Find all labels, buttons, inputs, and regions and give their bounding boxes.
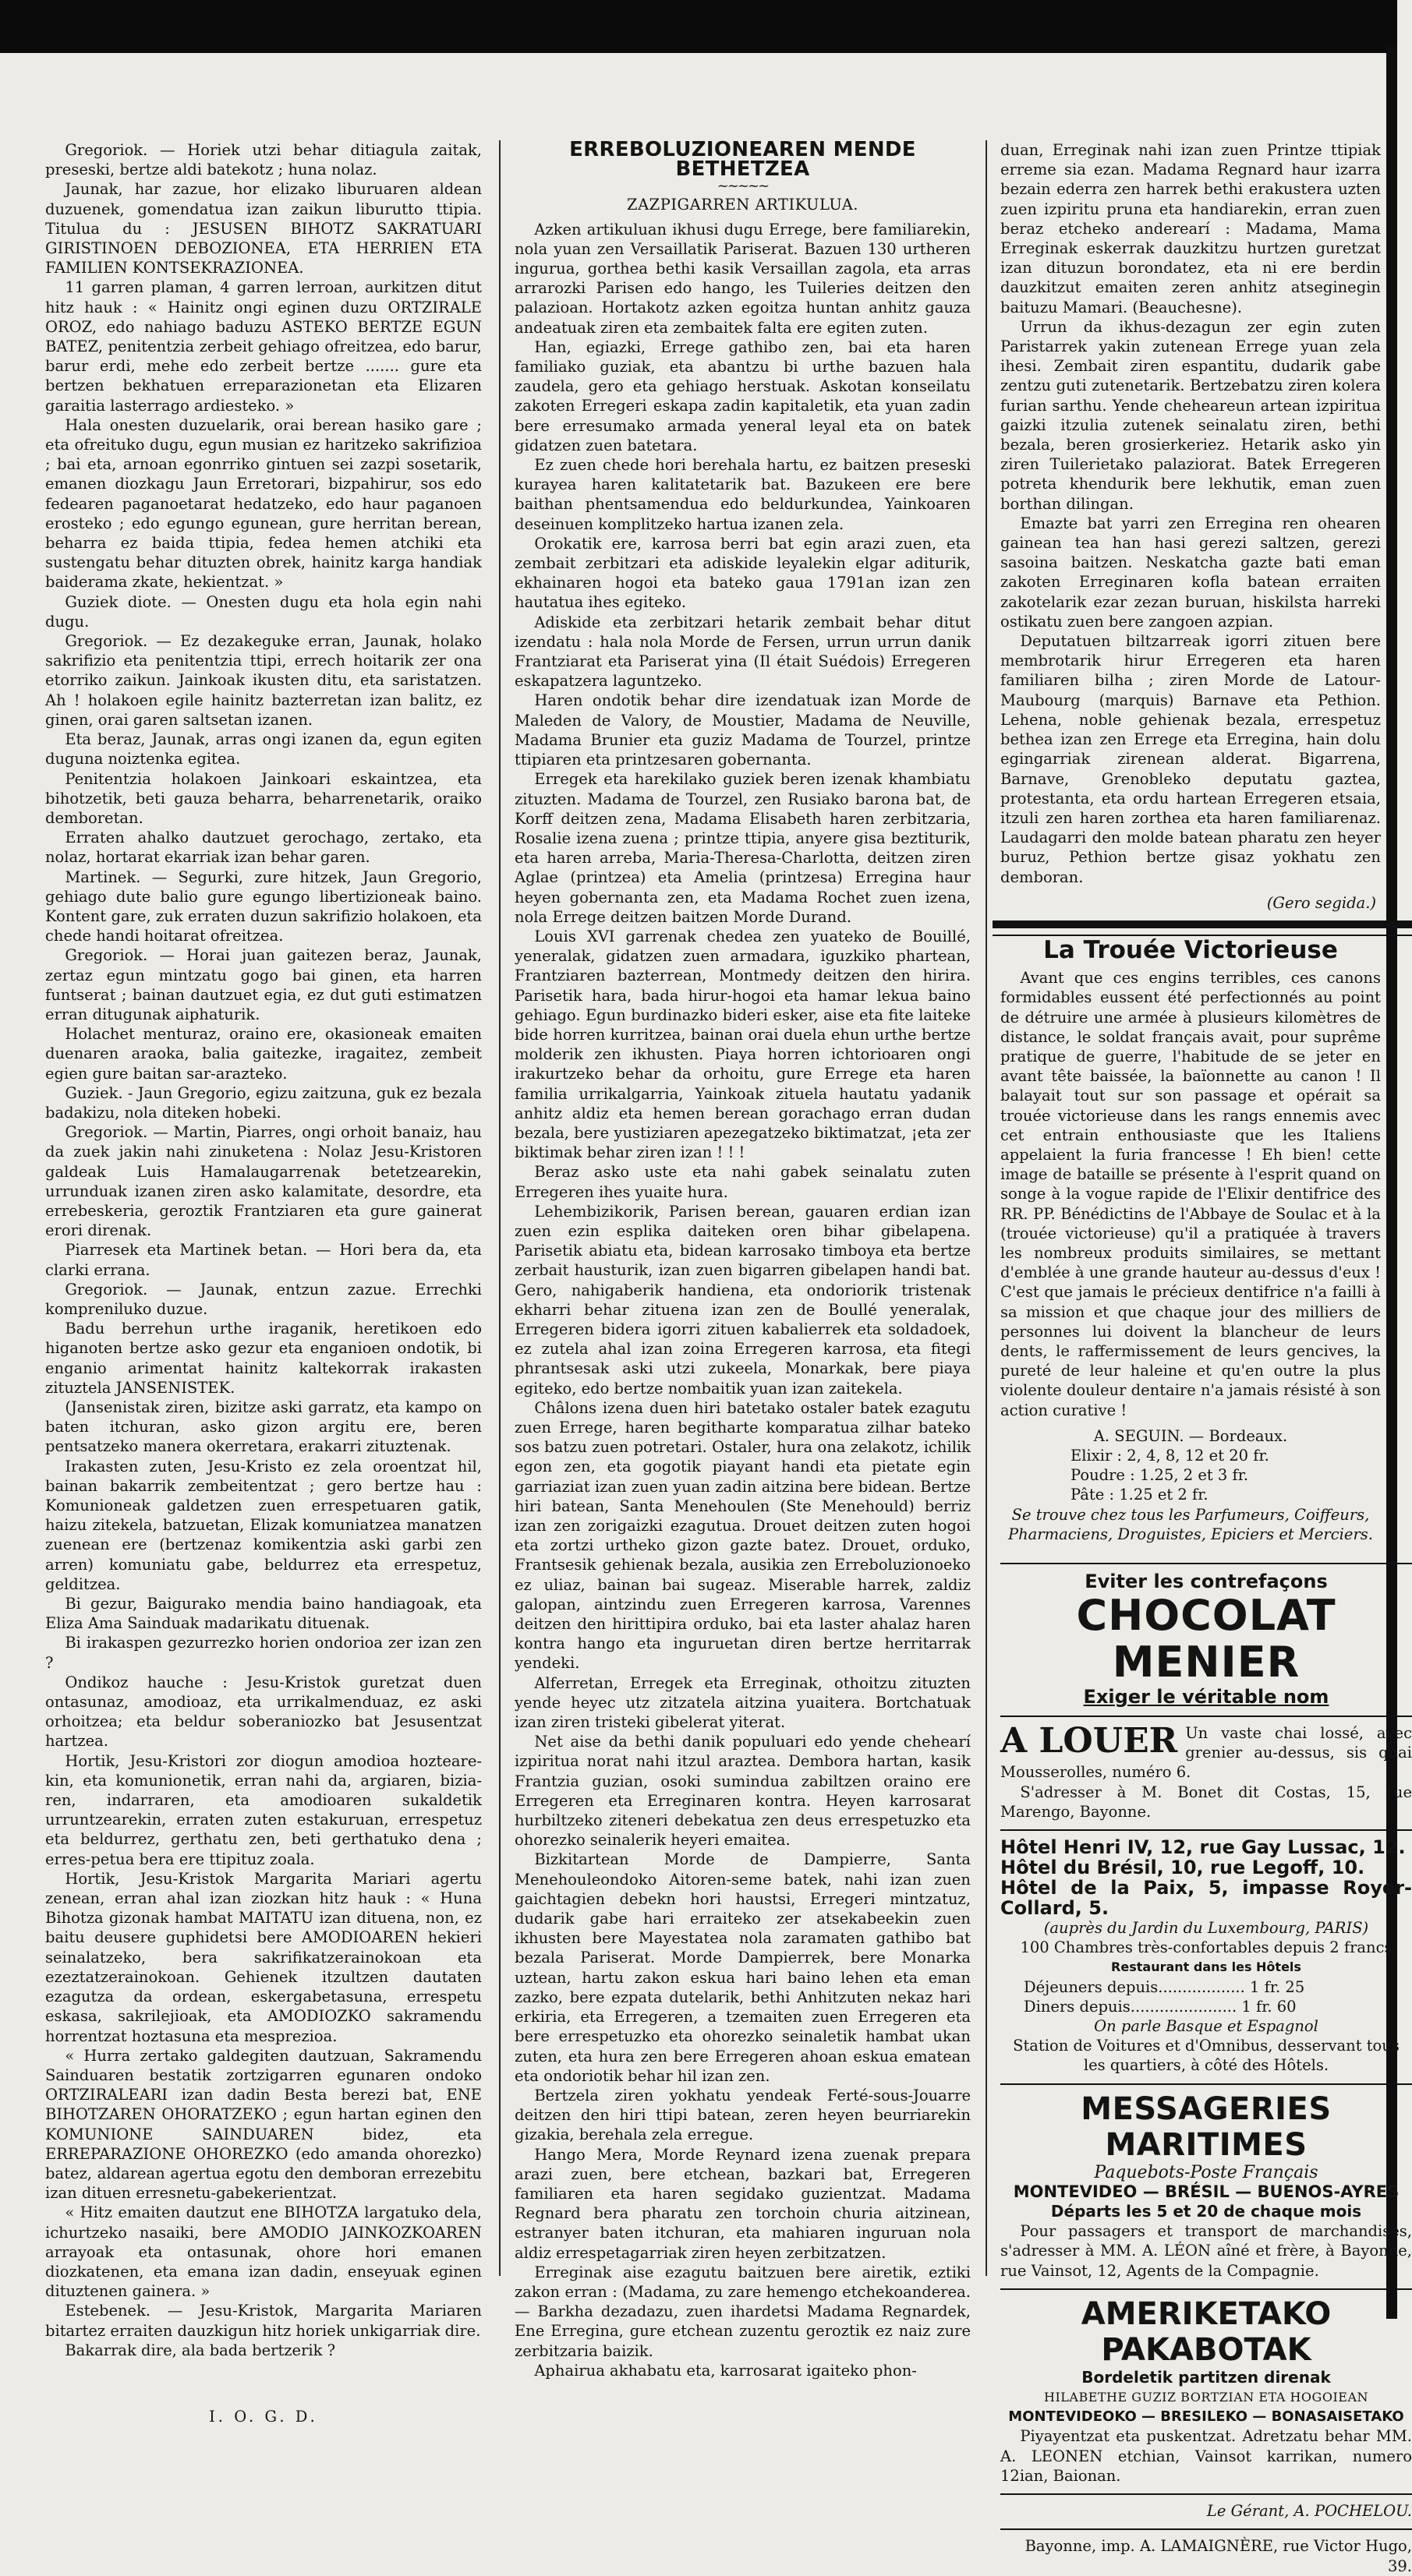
louer-description: Un vaste chai lossé, avec grenier au-dessus, sis quai Mousserolles, numéro 6. [1000, 1724, 1412, 1782]
column-rule-1 [499, 140, 501, 2276]
col1-paragraph: Hala onesten duzuelarik, orai berean hasiko gare ; eta ofreituko dugu, egun musian ez haritzeko sakrifizioa ; bai eta, arnoan egonrriko gintuen sei zazpi sosetarik, emanen diozkagu Jaun Erretorari, bizpahirur, sos edo fedearen paganoetarat hedatzeko, edo haur paganoen erosteko ; edo egungo egunean, gure herritan berean, beharra ez baida ttipia, fedea hemen atchiki eta sustengatu behar dituzten obrek, hainitz karga handiak baiderama zkate, hekientzat. » [45, 415, 482, 592]
col2-paragraph: Lehembizikorik, Parisen berean, gauaren erdian izan zuen ezin esplika daiteken oren bihar gibelapena. Parisetik abiatu eta, bidean karrosako timboya eta bertze zerbait hausturik, izan zuen bigarren gibelapen handi bat. Gero, nahigaberik handiena, eta ondoriorik tristenak ekharri behar zituena izan zen de Boullé yeneralak, Erregeren bidera igorri zituen kabalierrek eta soldadoek, ez zutela ahal izan zoina Erregeren karrosa, eta fitegi phrantsesak aski utzi zukeela, Monarkak, bere piaya egiteko, edo bertze nombaitik yuan izan zaitekela. [515, 1202, 971, 1398]
col2-paragraph: Bertzela ziren yokhatu yendeak Ferté-sous-Jouarre deitzen den hiri ttipi batean, zeren heyen beurriarekin gizakia, berehala zela erregue. [515, 2086, 971, 2144]
col1-paragraph: Badu berrehun urthe iraganik, heretikoen edo higanoten bertze asko gezur eta enganioen ondotik, bi enganio arimentat hainitz kaltekorrak irakasten zituztela JANSENISTEK. [45, 1320, 482, 1397]
price-poudre: Poudre : 1.25, 2 et 3 fr. [1071, 1466, 1249, 1485]
column-2 [515, 140, 971, 2380]
price-pate: Pâte : 1.25 et 2 fr. [1071, 1486, 1209, 1504]
title-ornament: ~~~~~ [717, 178, 769, 195]
menier-bottom-line: Exiger le véritable nom [1083, 1686, 1329, 1708]
col2-paragraph: Adiskide eta zerbitzari hetarik zembait behar ditut izendatu : hala nola Morde de Fersen, urrun urrun danik Frantziarat eta Pariserat yina (Il était Suédois) Erregeren eskapatzera laguntzeko. [515, 613, 971, 691]
col1-paragraph: Gregoriok. — Horai juan gaitezen beraz, Jaunak, zertaz egun mintzatu gogo bai ginen, eta harren funtserat ; bainan dautzuet egia, ez dut guti estimatzen erran ditugunak aiphaturik. [45, 946, 482, 1023]
col2-paragraph: Erregek eta harekilako guziek beren izenak khambiatu zituzten. Madama de Tourzel, zen Rusiako barona bat, de Korff deitzen zena, Madama Elisabeth haren zerbitzaria, Rosalie izena zuena ; printze ttipia, anyere gisa beztiturik, eta haren arreba, Maria-Theresa-Charlotta, deitzen ziren Aglae (printzea) eta Amelia (printzesa) Erregina haur heyen gobernanta zen, eta Madama Rochet zuen izena, nola Errege deitzen baitzen Morde Durand. [515, 770, 971, 926]
col1-paragraph: Ondikoz hauche : Jesu-Kristok guretzat duen ontasunaz, amodioaz, eta urrikalmenduaz, ez aski orhoitzea; eta beldur soberaniozko bat Jesusentzat hartzea. [45, 1673, 482, 1751]
col2-paragraph: Alferretan, Erregek eta Erreginak, othoitzu zituzten yende heyec utz zitzatela aitzina yuaitera. Bortchatuak izan ziren tristeki gibelerat yiterat. [515, 1673, 971, 1732]
hotel-languages: On parle Basque et Espagnol [1094, 2017, 1318, 2036]
trouee-title: La Trouée Victorieuse [1043, 935, 1338, 964]
col3-paragraph: Deputatuen biltzarreak igorri zituen bere membrotarik hirur Erregeren eta haren familiaren bilha ; ziren Morde de Latour-Maubourg (marquis) Barnave eta Pethion. Lehena, noble gehienak bezala, errespetuz bethea izan zen Errege eta Erregina, hain dolu egingarriak zirenean alderat. Bigarrena, Barnave, Grenobleko deputatu gaztea, protestanta, eta ordu hartean Erregeren etsaia, itzuli zen haren zorthea eta haren familiarenaz. Laudagarri den molde batean pharatu zen heyer buruz, Pethion bertze gisaz yokhatu zen demboran. [1000, 632, 1381, 886]
col1-paragraph: Guziek diote. — Onesten dugu eta hola egin nahi dugu. [45, 592, 482, 631]
messageries-ad [1000, 2083, 1412, 2281]
hotel-rooms: 100 Chambres très-confortables depuis 2 francs [1020, 1938, 1393, 1957]
col2-paragraph: Beraz asko uste eta nahi gabek seinalatu zuten Erregeren ihes yuaite hura. [515, 1163, 971, 1201]
col1-paragraph: Bi gezur, Baigurako mendia baino handiagoak, eta Eliza Ama Sainduak madarikatu dituenak. [45, 1595, 482, 1633]
col2-paragraph: Aphairua akhabatu eta, karrosarat igaiteko phon- [534, 2361, 917, 2380]
col2-paragraph: Haren ondotik behar dire izendatuak izan Morde de Maleden de Valory, de Moustier, Madama de Neuville, Madama Brunier eta guziz Madama de Tourzel, printze ttipiaren eta printzesaren gobernanta. [515, 691, 971, 769]
messageries-subtitle: Paquebots-Poste Français [1094, 2162, 1318, 2182]
col3-paragraph: duan, Erreginak nahi izan zuen Printze ttipiak erreme sia ezan. Madama Regnard haur izarra bezain ederra zen harrek bethi erakustera uzten zuen izpiritu pruna eta handiarekin, erran zuen beraz etcheko anderearí : Madama, Mama Erreginak eskerrak dauzkitzu hurtzen guretzat izan dituzun borondatez, eta ni ere berdin dauzkitzut emaiten zeren anhitz atseginegin baituzu Mamari. (Beauchesne). [1000, 141, 1381, 316]
amerikako-ad [1000, 2288, 1412, 2486]
col1-paragraph: Hortik, Jesu-Kristori zor diogun amodioa hozteare-kin, eta komunionetik, erran nahi da, argiaren, bizia-ren, indarraren, eta amodioaren sukaldetik urruntzearekin, erraten zuten estakuruan, errespetuz eta beldurrez, gerthatu zen, beti gerthatuko dena ; erres-petua bera ere ttipituz zoala. [45, 1751, 482, 1868]
col1-paragraph: Hortik, Jesu-Kristok Margarita Mariari agertu zenean, erran ahal izan ziozkan hitz hauk : « Huna Bihotza gizonak hambat MAITATU izan dituena, non, ez baitu deusere guphidetsi bere AMODIOAREN hekieri seinalatzeko, bera sakrifikatzerainokoan eta ezeztatzerainokoan. Gehienek itzultzen dautaten ezagutza da ordean, eskergabetasuna, errespetu eskasa, sakrilejioak, eta AMODIOZKO sakramendu horrentzat hoztasuna eta mesprezioa. [45, 1869, 482, 2045]
louer-ad [1000, 1716, 1412, 1822]
menier-name: MENIER [1112, 1638, 1301, 1687]
col2-paragraph: Orokatik ere, karrosa berri bat egin arazi zuen, eta zembait zerbitzari eta adiskide leyalekin elgar aditurik, ekhainaren hogoi eta bateko gaua 1791an izan zen hautatua ihes egiteko. [515, 534, 971, 612]
messageries-title: MESSAGERIES MARITIMES [1081, 2090, 1332, 2163]
hotel-location: (auprès du Jardin du Luxembourg, PARIS) [1043, 1919, 1369, 1938]
col1-paragraph: Martinek. — Segurki, zure hitzek, Jaun Gregorio, gehiago dute balio gure egungo libertizioneak baino. Kontent gare, zuk erraten duzun sakrifizio holakoen, eta chede handi hoitarat ofreitzea. [45, 868, 482, 945]
col1-paragraph: Holachet menturaz, oraino ere, okasioneak emaiten duenaren araoka, balia gaitezke, iragaitez, zembeit egien gure baitan sar-arazteko. [45, 1025, 482, 1083]
col2-paragraph: Bizkitartean Morde de Dampierre, Santa Menehouleondoko Aitoren-seme batek, nahi izan zuen gaichtagien debekn hori haustsi, Erregeri mintzatuz, dudarik gabe hari erraiteko zer atsekabeekin zuen ikhusten bere Mayestatea nola zaramaten gathibo bat bezala Pariserat. Morde Dampierrek, bere Monarka uztean, hartu zakon eskua hari baino lehen eta eman zazko, bere ezpata dutelarik, bethi Anhitzuten nekaz hari erkiria, eta Erregeren, a tzemaiten zuen Erregeren eta bere errespetuzko eta ohorezko seinaletik hambat ukan zuten, eta hura zen bere Erregeren ahoan eskua ematean eta ondoriotik behar hil izan zen. [515, 1850, 971, 2085]
imprint-block [1000, 2528, 1412, 2575]
article-subtitle: ZAZPIGARREN ARTIKULUA. [627, 196, 858, 214]
messageries-contact: Pour passagers et transport de marchandises, s'adresser à MM. A. LÉON aîné et frère, à Bayonne, rue Vainsot, 12, Agents de la Compagnie. [1000, 2222, 1412, 2280]
menier-top-line: Eviter les contrefaçons [1085, 1571, 1328, 1593]
col1-paragraph: Penitentzia holakoen Jainkoari eskaintzea, eta bihotzetik, beti gauza beharra, beharrenetarik, oraiko demboretan. [45, 769, 482, 827]
messageries-route: MONTEVIDEO — BRÉSIL — BUENOS-AYRES [1013, 2182, 1400, 2201]
menier-ad [1000, 1563, 1412, 1708]
col2-paragraph: Erreginak aise ezagutu baitzuen bere airetik, eztiki zakon erran : (Madama, zu zare hemengo etchekoanderea. — Barkha dezadazu, zuen ihardetsi Madama Regnardek, Ene Erregina, gure etchean zuzentu geroztik ez naiz zure zerbitzaria baizik. [515, 2263, 971, 2360]
amerikako-title: AMERIKETAKO PAKABOTAK [1081, 2295, 1332, 2368]
col1-paragraph: « Hurra zertako galdegiten dautzuan, Sakramendu Sainduaren bestatik zortzigarren egunaren ondoko ORTZIRALEARI izan dadin Besta berezi bat, ENE BIHOTZAREN OHORATZEKO ; egun hartan eginen den KOMUNIONE SAINDUAREN bidez, eta ERREPARAZIONE OHOREZKO (edo amanda ohorezko) batez, aldarean agertua egotu den demboran errezebitu izan dituen erresnetu-gabekerientzat. [45, 2046, 482, 2203]
col1-paragraph: Eta beraz, Jaunak, arras ongi izanen da, egun egiten duguna noiztenka egitea. [45, 730, 482, 769]
col1-paragraph: « Hitz emaiten dautzut ene BIHOTZA largatuko dela, ichurtzeko nasaiki, bere AMODIO JAINKOZKOAREN arrayoak eta ontasunak, ohore hori emanen diozkatenen, eta emana izan dadin, enseyuak eginen dituztenen gainera. » [45, 2203, 482, 2301]
col2-paragraph: Azken artikuluan ikhusi dugu Errege, bere familiarekin, nola yuan zen Versaillatik Pariserat. Bazuen 130 urtheren ingurua, gorthea bethi kasik Versaillan zagola, eta arras arrarozki Parisen edo hango, les Tuileries deitzen den palazioan. Hortakotz azken egoitza huntan anhitz gauza andeatuak ziren eta zembaitek falta ere egiten zuten. [515, 220, 971, 337]
hotel-henri: Hôtel Henri IV, 12, rue Gay Lussac, 12. [1000, 1836, 1406, 1859]
hotel-restaurant: Restaurant dans les Hôtels [1111, 1959, 1301, 1975]
col1-paragraph: Gregoriok. — Horiek utzi behar ditiagula zaitak, preseski, bertze aldi batekotz ; huna nolaz. [45, 141, 482, 179]
hotel-diners: Diners depuis...................... 1 fr. 60 [1024, 1997, 1297, 2016]
hotel-dejeuners: Déjeuners depuis.................. 1 fr. 25 [1024, 1977, 1305, 1996]
col1-paragraph: Bi irakaspen gezurrezko horien ondorioa zer izan zen ? [45, 1634, 482, 1672]
price-elixir: Elixir : 2, 4, 8, 12 et 20 fr. [1071, 1447, 1269, 1465]
section-rule-thick [993, 921, 1412, 928]
col1-paragraph: Piarresek eta Martinek betan. — Hori bera da, eta clarki errana. [45, 1241, 482, 1279]
seguin-stockists: Se trouve chez tous les Parfumeurs, Coiffeurs, Pharmaciens, Droguistes, Epiciers et Merciers. [1008, 1505, 1373, 1543]
col2-paragraph: Louis XVI garrenak chedea zen yuateko de Bouillé, yeneralak, gidatzen zuen armadara, iguzkiko phartean, Frantziaren bazterrean, Montmedy deitzen den hirira. Parisetik hara, bada hirur-hogoi eta hamar lekua baino gehiago. Egun burdinazko bideri esker, aise eta fite laiteke bide horren kurritzea, bainan orai duela ehun urthe bertze molderik zen ikhusten. Piaya horren ichtorioaren ongi irakurtzeko behar da orhoitu, gure Errege eta haren familia urrikalgarria, Yainkoak zituela hautatu yadanik anhitz aldiz eta hemen berean gorachago erran dudan bezala, bere yustiziaren apezegatzeko biktimatzat, ¡eta zer biktimak behar ziren izan ! ! ! [515, 927, 971, 1162]
amerikako-route: MONTEVIDEOKO — BRESILEKO — BONASAISETAKO [1008, 2408, 1404, 2426]
amerikako-contact: Piyayentzat eta puskentzat. Adretzatu behar MM. A. LEONEN etchian, Vainsot karrikan, numero 12ian, Baionan. [1000, 2427, 1412, 2485]
col1-signature: I. O. G. D. [209, 2407, 318, 2426]
amerikako-schedule: HILABETHE GUZIZ BORTZIAN ETA HOGOIEAN [1043, 2390, 1368, 2405]
col1-paragraph: Gregoriok. — Martin, Piarres, ongi orhoit banaiz, hau da zuek jakin nahi zinuketena : Nolaz Jesu-Kristoren galdeak Luis Hamalaugarrenak betetzearekin, urrunduak izanen ziren asko kalamitate, desordre, eta errebeskeria, geroztik Frantziaren eta gure gainerat erori direnak. [45, 1123, 482, 1240]
col1-paragraph: 11 garren plaman, 4 garren lerroan, aurkitzen ditut hitz hauk : « Hainitz ongi eginen duzu ORTZIRALE OROZ, edo nahiago baduzu ASTEKO BERTZE EGUN BATEZ, penitentzia zerbeit gehiago ofreitzea, edo barur, barur erdi, mehe edo zerbeit bertze ....... gure eta bertzen bekhatuen erreparazionetan eta Elizaren garaitia lasterrago ardiesteko. » [45, 278, 482, 415]
column-1 [45, 140, 482, 2426]
newspaper-page [45, 138, 1412, 2575]
menier-chocolat: CHOCOLAT [1076, 1591, 1336, 1641]
seguin-prices [1071, 1446, 1381, 1505]
col2-paragraph: Han, egiazki, Errege gathibo zen, bai eta haren familiako guziak, eta abantzu bi urthe bazuen hala zaudela, gero eta gehiago herstuak. Askotan konseilatu zakoten Erregeri eskapa zadin kapitaletik, eta yuan zadin bere erresumako armada yeneral leyal eta on batek gidatzen zuen batetara. [515, 337, 971, 454]
messageries-departures: Départs les 5 et 20 de chaque mois [1050, 2202, 1362, 2221]
louer-contact: S'adresser à M. Bonet dit Costas, 15, rue Marengo, Bayonne. [1000, 1783, 1412, 1821]
col1-paragraph: Gregoriok. — Ez dezakeguke erran, Jaunak, holako sakrifizio eta penitentzia ttipi, errech hoitarik zer ona etorriko zaikun. Jainkoak ikusten ditu, eta saristatzen. Ah ! holakoen egile hainitz bazterretan izan balitz, ez ginen, orai garen saltsetan izanen. [45, 632, 482, 729]
continued-note: (Gero segida.) [1266, 893, 1376, 912]
gerant-block [1000, 2493, 1412, 2521]
hotel-paix: Hôtel de la Paix, 5, impasse Royer-Collard, 5. [1000, 1877, 1412, 1920]
scan-top-border [0, 0, 1397, 53]
col1-paragraph: (Jansenistak ziren, bizitze aski garratz, eta kampo on baten itchuran, asko gizon argitu ere, beren pentsatzeko manera okerretara, erakarri zituztenak. [45, 1398, 482, 1456]
column-3 [1000, 140, 1412, 2576]
imprint-line: Bayonne, imp. A. LAMAIGNÈRE, rue Victor Hugo, 39. [1024, 2537, 1412, 2575]
col1-paragraph: Estebenek. — Jesu-Kristok, Margarita Mariaren bitartez erraiten dauzkigun hitz horiek unkigarriak dire. [45, 2302, 482, 2340]
col1-paragraph: Jaunak, har zazue, hor elizako liburuaren aldean duzuenek, gomendatua izan zaikun liburutto ttipia. Titulua du : JESUSEN BIHOTZ SAKRATUARI GIRISTINOEN DEBOZIONEA, ETA HERRIEN ETA FAMILIEN KONTSEKRAZIONEA. [45, 180, 482, 277]
trouee-text: Avant que ces engins terribles, ces canons formidables eussent été perfectionnés au point de détruire une armée à plusieurs kilomètres de distance, le soldat français avait, pour suprême pratique de guerre, l'habitude de se jeter en avant tête baissée, la baïonnette au canon ! Il balayait tout sur son passage et opérait sa trouée victorieuse dans les rangs ennemis avec cet entrain enthousiaste que les Italiens appelaient la furia francesse ! Eh bien! cette image de bataille se présente à l'esprit quand on songe à la vogue rapide de l'Elixir dentifrice des RR. PP. Bénédictins de l'Abbaye de Soulac et à la (trouée victorieuse) qu'il a pratiquée à travers les nombreux produits similaires, se mettant d'emblée à une grande hauteur au-dessus d'eux ! C'est que jamais le précieux dentifrice n'a failli à sa mission et que chaque jour des milliers de personnes lui doivent la blancheur de leurs dents, le raffermissement de leurs gencives, la pureté de leur haleine et qu'en outre la plus violente douleur dentaire n'a jamais résisté à son action curative ! [1000, 969, 1381, 1419]
seguin-signature: A. SEGUIN. — Bordeaux. [1093, 1426, 1288, 1445]
col2-paragraph: Châlons izena duen hiri batetako ostaler batek ezagutu zuen Errege, haren begitharte komparatua zilhar bateko sos batzu zuen potretari. Ostaler, hura ona zelakotz, ichilik egon zen, eta gogotik piayant handi eta pietate egin garriaziat izan zuen yuan zadin aitzina bere bidean. Bertze hiri batean, Santa Menehoulen (Ste Menehould) berriz izan zen zorigaizki ezagutua. Drouet deitzen zuten hogoi eta zortzi urtheko gizon gazte batez. Drouet, orduko, Frantsesik gehienak bezala, ausikia zen Erreboluzionoeko ez uliaz, bainan bai sugeaz. Miserable harrek, zaldiz galopan, aintzindu zuen Erregeren karrosa, Varennes deitzen den hirittipira orduko, bai eta laster ahalaz haren kontra hango eta inguruetan diren bertze herritarrak yendeki. [515, 1398, 971, 1673]
col1-paragraph: Gregoriok. — Jaunak, entzun zazue. Errechki kompreniluko duzue. [45, 1280, 482, 1318]
col1-paragraph: Erraten ahalko dautzuet gerochago, zertako, eta nolaz, hortarat ekarriak izan behar garen. [45, 829, 482, 867]
col2-paragraph: Net aise da bethi danik populuari edo yende chehearí izpiritua norat nahi itzul araztea. Dembora hartan, kasik Frantzia guzian, osoki sumindua zabiltzen oraino ere Erregeren eta Erreginaren kontra. Heyen karrosarat hurbiltzeko ziteneri debekatua zen deus errespetuzko eta ohorezko seinalerik heyeri emaitea. [515, 1733, 971, 1850]
column-rule-2 [986, 140, 987, 2276]
col1-paragraph: Bakarrak dire, ala bada bertzerik ? [65, 2341, 336, 2359]
col3-paragraph: Emazte bat yarri zen Erregina ren ohearen gainean tea han hasi gerezi saltzen, gerezi sasoina baitzen. Neskatcha gazte bati eman zakoten Erreginaren kofla batean erraiten zakotelarik ezar zezan buruan, hiskilsta harreki ostikatu zuen bere zangoen azpian. [1000, 514, 1381, 631]
col2-paragraph: Hango Mera, Morde Reynard izena zuenak prepara arazi zuen, bere etchean, bazkari bat, Erregeren familiaren eta haren segidako guzientzat. Madama Regnard bera pharatu zen torchoin churia aitzinean, estranyer baten itchuran, eta mahiaren inguruan nola aldiz errespetagarriak ziren heyen zerbitzatzen. [515, 2145, 971, 2262]
article-title: ERREBOLUZIONEAREN MENDE BETHETZEA [569, 138, 916, 182]
col1-paragraph: Guziek. - Jaun Gregorio, egizu zaitzuna, guk ez bezala badakizu, nola diteken hobeki. [45, 1083, 482, 1122]
hotel-bresil: Hôtel du Brésil, 10, rue Legoff, 10. [1000, 1857, 1365, 1879]
gerant-line: Le Gérant, A. POCHELOU. [1206, 2502, 1412, 2521]
hotel-station: Station de Voitures et d'Omnibus, desservant tous les quartiers, à côté des Hôtels. [1013, 2037, 1400, 2075]
col1-paragraph: Irakasten zuten, Jesu-Kristo ez zela oroentzat hil, bainan bakarrik zembeitentzat ; gero bertze hau : Komunioneak galdetzen zuen errespetuaren gatik, haizu zitekela, batzuetan, Elizak komuniatzea manatzen zuenean ere (bertzenaz komikentzia aski garbi zen arren) komuniatu gabe, beldurrez eta errespetuz, gelditzea. [45, 1457, 482, 1593]
amerikako-subtitle: Bordeletik partitzen direnak [1081, 2367, 1331, 2387]
hotels-ad [1000, 1829, 1412, 2076]
louer-title: A LOUER [1000, 1721, 1178, 1762]
col2-paragraph: Ez zuen chede hori berehala hartu, ez baitzen preseski kurayea haren kalitatetarik bat. Bazukeen ere bere baithan phentsamendua edo beldurkundea, Yainkoaren deseinuen komplitzeko hartua izanen zela. [515, 456, 971, 533]
col3-paragraph: Urrun da ikhus-dezagun zer egin zuten Paristarrek yakin zutenean Errege yuan zela ihesi. Zembait ziren espantitu, dudarik gabe zentzu guti zutenetarik. Bertzebatzu ziren kolera furian sarthu. Yende cheheareun artean izpiritua gaizki itzulia zutenek seinalatu ziren, bethi bezala, beren grosierkeriez. Hetarik asko yin ziren Tuilerietako palaziorat. Batek Erregeren potreta khendurik bere lekhutik, eman zuen borthan dilingan. [1000, 317, 1381, 513]
